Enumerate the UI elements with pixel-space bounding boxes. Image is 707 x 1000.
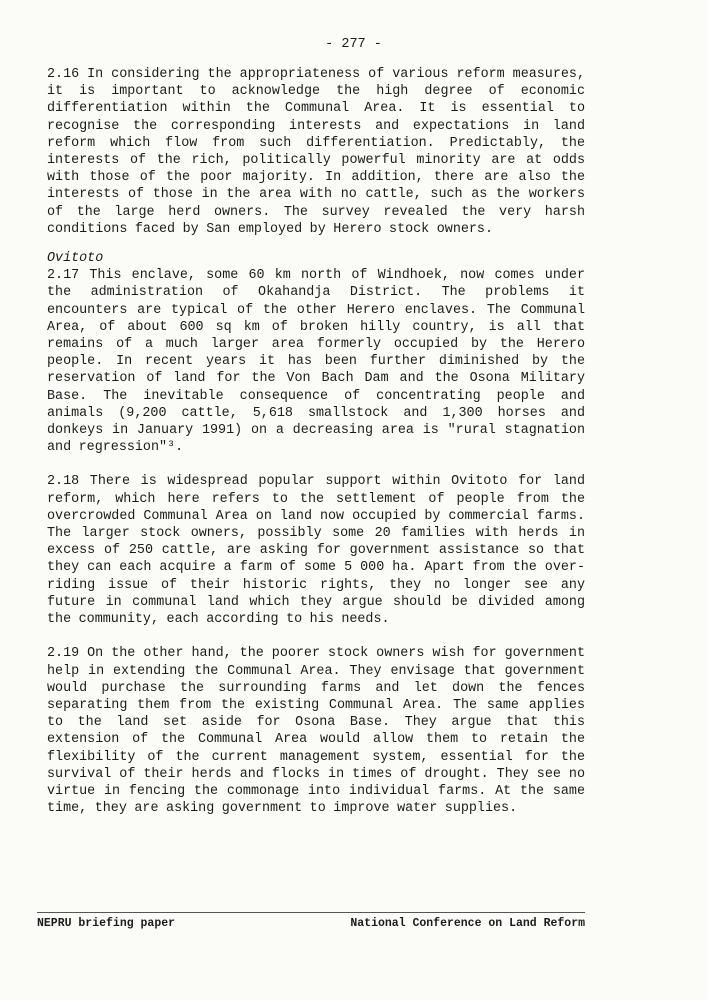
section-heading-ovitoto: Ovitoto	[47, 251, 104, 267]
paragraph-2-16: 2.16 In considering the appropriateness of various reform measures, it is important to acknowledge the high degree of economic differentiation within the Communal Area. It is essential to recognise the corresponding interests and expectations in land reform which flow from such differentiation. Predictably, the interests of the rich, politically powerful minority are at odds with those of the poor majority. In addition, there are also the interests of those in the area with no cattle, such as the workers of the large herd owners. The survey revealed the very harsh conditions faced by San employed by Herero stock owners.	[47, 67, 585, 237]
footer-divider	[37, 912, 585, 913]
page-number: - 277 -	[325, 37, 382, 52]
paragraph-2-18: 2.18 There is widespread popular support within Ovitoto for land reform, which here refers to the settlement of people from the overcrowded Communal Area on land now occupied by commercial farms. The larger stock owners, possibly some 20 families with herds in excess of 250 cattle, are asking for government assistance so that they can each acquire a farm of some 5 000 ha. Apart from the over-riding issue of their historic rights, they no longer see any future in communal land which they argue should be divided among the community, each according to his needs.	[47, 474, 585, 628]
paragraph-2-19: 2.19 On the other hand, the poorer stock owners wish for government help in extending the Communal Area. They envisage that government would purchase the surrounding farms and let down the fences separating them from the existing Communal Area. The same applies to the land set aside for Osona Base. They argue that this extension of the Communal Area would allow them to retain the flexibility of the current management system, essential for the survival of their herds and flocks in times of drought. They see no virtue in fencing the commonage into individual farms. At the same time, they are asking government to improve water supplies.	[47, 646, 585, 817]
paragraph-2-17: 2.17 This enclave, some 60 km north of Windhoek, now comes under the administration of Okahandja District. The problems it encounters are typical of the other Herero enclaves. The Communal Area, of about 600 sq km of broken hilly country, is all that remains of a much larger area formerly occupied by the Herero people. In recent years it has been further diminished by the reservation of land for the Von Bach Dam and the Osona Military Base. The inevitable consequence of concentrating people and animals (9,200 cattle, 5,618 smallstock and 1,300 horses and donkeys in January 1991) on a decreasing area is "rural stagnation and regression"³.	[47, 268, 585, 456]
document-body	[47, 66, 585, 817]
footer-right-text: National Conference on Land Reform	[350, 917, 585, 930]
footer-left-text: NEPRU briefing paper	[37, 917, 176, 930]
